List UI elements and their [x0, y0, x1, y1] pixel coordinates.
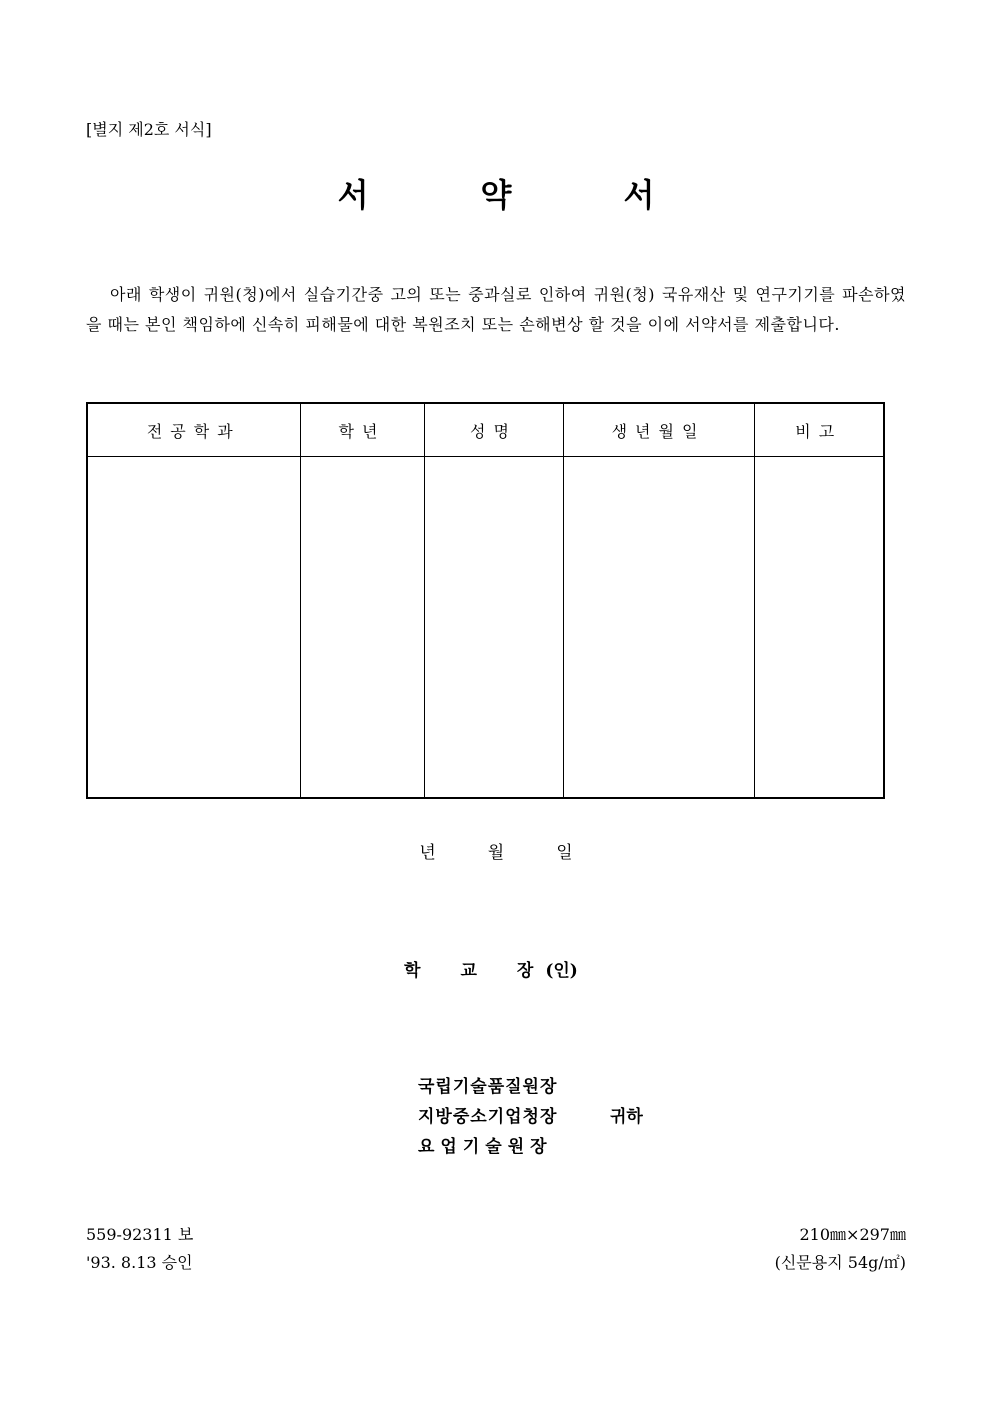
date-month-label: 월 [487, 843, 505, 863]
pledge-body-text: 아래 학생이 귀원(청)에서 실습기간중 고의 또는 중과실로 인하여 귀원(청) 국유재산 및 연구기기를 파손하였을 때는 본인 책임하에 신속히 피해물에 대한 복원조치 또는 손해변상 할 것을 이에 서약서를 제출합니다. [86, 285, 906, 334]
header-grade: 학년 [300, 403, 424, 457]
date-year-label: 년 [419, 843, 436, 863]
header-department: 전공학과 [87, 403, 300, 457]
document-title [0, 170, 992, 216]
header-birthdate: 생년월일 [563, 403, 754, 457]
cell-name[interactable] [424, 457, 563, 799]
cell-remarks[interactable] [754, 457, 884, 799]
paper-size: 210㎜×297㎜ [799, 1225, 906, 1244]
seal-mark: (인) [545, 961, 578, 981]
table-header-row [87, 403, 884, 457]
cell-birthdate[interactable] [563, 457, 754, 799]
title-char: 서 [623, 176, 655, 214]
cell-department[interactable] [87, 457, 300, 799]
date-line [0, 838, 992, 863]
principal-signature-line [404, 956, 578, 981]
principal-char: 교 [460, 961, 477, 981]
principal-char: 학 [404, 961, 421, 981]
table-row [87, 457, 884, 799]
form-code: 559-92311 보 [86, 1225, 194, 1244]
header-remarks: 비고 [754, 403, 884, 457]
honorific: 귀하 [610, 1107, 643, 1127]
student-info-table [86, 402, 885, 799]
title-char: 약 [480, 176, 512, 214]
addressee-3: 요업기술원장 [418, 1137, 553, 1157]
title-char: 서 [337, 176, 369, 214]
addressee-1: 국립기술품질원장 [418, 1077, 558, 1097]
principal-char: 장 [516, 961, 534, 981]
addressee-2: 지방중소기업청장 [418, 1107, 558, 1127]
form-label: [별지 제2호 서식] [86, 120, 212, 139]
approval-date: '93. 8.13 승인 [86, 1253, 193, 1272]
cell-grade[interactable] [300, 457, 424, 799]
header-name: 성명 [424, 403, 563, 457]
paper-type: (신문용지 54g/㎡) [774, 1253, 906, 1272]
date-day-label: 일 [556, 843, 573, 863]
